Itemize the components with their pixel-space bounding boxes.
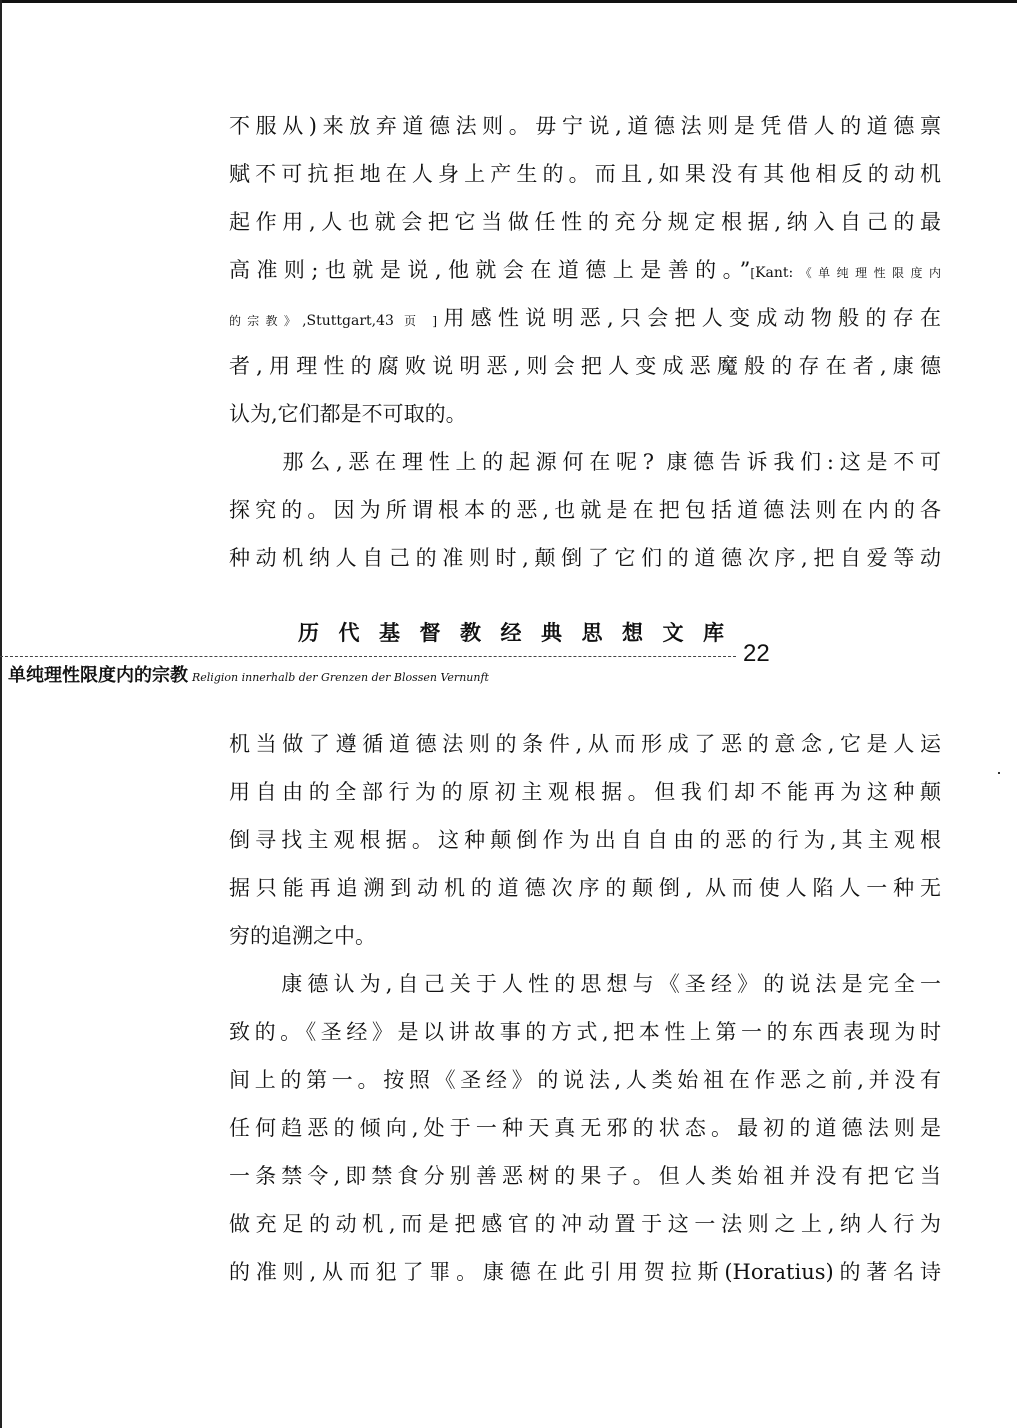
- citation-author: Kant:: [755, 265, 794, 281]
- text-line: 用自由的全部行为的原初主观根据。但我们却不能再为这种颠: [229, 780, 941, 804]
- text-line: 任何趋恶的倾向,处于一种天真无邪的状态。最初的道德法则是: [229, 1116, 941, 1140]
- text-line: 探究的。因为所谓根本的恶,也就是在把包括道德法则在内的各: [229, 498, 941, 522]
- citation-bracket: [: [750, 266, 756, 280]
- text-segment: 高准则;也就是说,他就会在道德上是善的。”: [229, 258, 751, 282]
- book-title-german: Religion innerhalb der Grenzen der Blossen Vernunft: [192, 671, 489, 684]
- text-line: 致的。《圣经》是以讲故事的方式,把本性上第一的东西表现为时: [229, 1020, 941, 1044]
- text-line: 一条禁令,即禁食分别善恶树的果子。但人类始祖并没有把它当: [229, 1164, 941, 1188]
- text-line: 种动机纳人自己的准则时,颠倒了它们的道德次序,把自爱等动: [229, 546, 941, 570]
- citation-page: 页 ]: [393, 314, 438, 328]
- book-title-line: [8, 664, 489, 690]
- text-line: 穷的追溯之中。: [229, 924, 376, 948]
- scan-speck: [998, 772, 1000, 774]
- text-line: 康德认为,自己关于人性的思想与《圣经》的说法是完全一: [229, 972, 941, 996]
- text-line: 赋不可抗拒地在人身上产生的。而且,如果没有其他相反的动机: [229, 162, 941, 186]
- header-divider: [0, 656, 736, 657]
- text-line: 做充足的动机,而是把感官的冲动置于这一法则之上,纳人行为: [229, 1212, 941, 1236]
- text-line: 起作用,人也就会把它当做任性的充分规定根据,纳入自己的最: [229, 210, 941, 234]
- text-line-with-citation: [229, 306, 941, 333]
- text-line: 不服从)来放弃道德法则。毋宁说,道德法则是凭借人的道德禀: [229, 114, 941, 138]
- citation-work-title: 的宗教》: [229, 314, 303, 328]
- book-title: 单纯理性限度内的宗教: [8, 665, 188, 686]
- text-line: 者,用理性的腐败说明恶,则会把人变成恶魔般的存在者,康德: [229, 354, 941, 378]
- text-line: 认为,它们都是不可取的。: [229, 402, 467, 426]
- text-line: 间上的第一。按照《圣经》的说法,人类始祖在作恶之前,并没有: [229, 1068, 941, 1092]
- text-line: 机当做了遵循道德法则的条件,从而形成了恶的意念,它是人运: [229, 732, 941, 756]
- top-border-rule: [0, 0, 1017, 3]
- text-line: 那么,恶在理性上的起源何在呢? 康德告诉我们:这是不可: [229, 450, 941, 474]
- citation-place: ,Stuttgart,43: [302, 313, 394, 329]
- text-line: 的准则,从而犯了罪。康德在此引用贺拉斯(Horatius)的著名诗: [229, 1260, 941, 1284]
- text-line: 倒寻找主观根据。这种颠倒作为出自自由的恶的行为,其主观根: [229, 828, 941, 852]
- text-line-with-citation: [229, 258, 941, 285]
- text-segment: 用感性说明恶,只会把人变成动物般的存在: [437, 306, 941, 330]
- text-line: 据只能再追溯到动机的道德次序的颠倒, 从而使人陷人一种无: [229, 876, 941, 900]
- citation-work-title: 《单纯理性限度内: [793, 266, 941, 280]
- series-title: 历代基督教经典思想文库: [298, 620, 724, 645]
- left-scan-edge: [0, 0, 2, 1428]
- page-number: 22: [743, 640, 770, 667]
